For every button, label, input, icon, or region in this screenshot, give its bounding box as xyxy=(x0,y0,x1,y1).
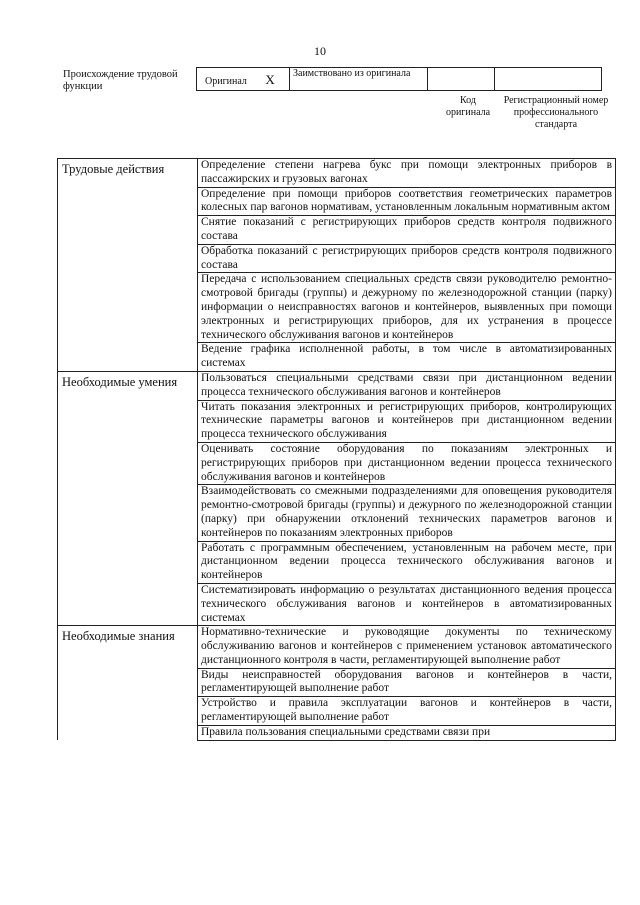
table-row xyxy=(58,343,616,372)
table-row xyxy=(58,725,616,740)
section-title-continuation xyxy=(58,400,198,442)
section-title: Необходимые умения xyxy=(58,371,198,400)
section-title-continuation xyxy=(58,725,198,740)
table-cell-item: Снятие показаний с регистрирующих приборов средств контроля подвижного состава xyxy=(198,216,616,245)
table-cell-item: Передача с использованием специальных средств связи руководителю ремонтно-смотровой бригады (группы) и дежурному по железнодорожной станции (парку) информации о неисправностях вагонов и контейнеров, выявленных при помощи электронных и регистрирующих приборов, для их устранения в процессе технического обслуживания вагонов и контейнеров xyxy=(198,273,616,343)
section-title-continuation xyxy=(58,485,198,541)
table-cell-item: Оценивать состояние оборудования по показаниям электронных и регистрирующих приборов при дистанционном ведении процесса технического обслуживания вагонов и контейнеров xyxy=(198,442,616,484)
borrowed-label: Заимствовано из оригинала xyxy=(293,68,411,79)
original-label: Оригинал xyxy=(205,75,247,87)
reg-number-cell xyxy=(495,68,602,91)
table-row xyxy=(58,371,616,400)
functions-table xyxy=(57,158,616,741)
page-number: 10 xyxy=(314,44,326,58)
table-cell-item: Работать с программным обеспечением, установленным на рабочем месте, при дистанционном ведении процесса технического обслуживания вагонов и контейнеров xyxy=(198,541,616,583)
table-row xyxy=(58,697,616,726)
section-title: Необходимые знания xyxy=(58,626,198,668)
reg-number-caption: Регистрационный номер профессионального стандарта xyxy=(503,95,609,130)
table-row xyxy=(58,244,616,273)
code-cell xyxy=(428,68,495,91)
table-row xyxy=(58,216,616,245)
table-row xyxy=(58,273,616,343)
section-title-continuation xyxy=(58,583,198,625)
section-title-continuation xyxy=(58,216,198,245)
table-row xyxy=(58,668,616,697)
table-row xyxy=(58,187,616,216)
table-row xyxy=(58,541,616,583)
table-row xyxy=(58,485,616,541)
table-cell-item: Читать показания электронных и регистрирующих приборов, контролирующих технические параметры вагонов и контейнеров при дистанционном ведении процесса технического обслуживания xyxy=(198,400,616,442)
table-row xyxy=(58,626,616,668)
section-title-continuation xyxy=(58,244,198,273)
table-row xyxy=(58,583,616,625)
borrowed-cell xyxy=(290,68,428,91)
table-cell-item: Взаимодействовать со смежными подразделениями для оповещения руководителя ремонтно-смотровой бригады (группы) и дежурного по железнодорожной станции (парку) при обнаружении отклонений технических параметров вагонов и контейнеров по показаниям электронных приборов xyxy=(198,485,616,541)
section-title-continuation xyxy=(58,541,198,583)
table-cell-item: Правила пользования специальными средствами связи при xyxy=(198,725,616,740)
table-cell-item: Определение степени нагрева букс при помощи электронных приборов в пассажирских и грузовых вагонах xyxy=(198,159,616,188)
table-cell-item: Ведение графика исполненной работы, в том числе в автоматизированных системах xyxy=(198,343,616,372)
original-mark: X xyxy=(265,71,275,87)
table-cell-item: Систематизировать информацию о результатах дистанционного ведения процесса технического обслуживания вагонов и контейнеров в автоматизированных системах xyxy=(198,583,616,625)
table-cell-item: Нормативно-технические и руководящие документы по техническому обслуживанию вагонов и контейнеров с применением установок автоматического дистанционного контроля в части, регламентирующей выполнение работ xyxy=(198,626,616,668)
section-title-continuation xyxy=(58,668,198,697)
section-title-continuation xyxy=(58,343,198,372)
table-cell-item: Обработка показаний с регистрирующих приборов средств контроля подвижного состава xyxy=(198,244,616,273)
table-cell-item: Устройство и правила эксплуатации вагонов и контейнеров в части, регламентирующей выполнение работ xyxy=(198,697,616,726)
original-cell xyxy=(197,68,290,91)
table-row xyxy=(58,442,616,484)
section-title: Трудовые действия xyxy=(58,159,198,188)
section-title-continuation xyxy=(58,187,198,216)
section-title-continuation xyxy=(58,697,198,726)
origin-label: Происхождение трудовой функции xyxy=(63,69,178,92)
table-row xyxy=(58,159,616,188)
table-row xyxy=(58,400,616,442)
section-title-continuation xyxy=(58,273,198,343)
code-caption: Код оригинала xyxy=(445,95,491,118)
origin-table xyxy=(196,67,602,91)
table-cell-item: Виды неисправностей оборудования вагонов и контейнеров в части, регламентирующей выполнение работ xyxy=(198,668,616,697)
table-cell-item: Пользоваться специальными средствами связи при дистанционном ведении процесса технического обслуживания вагонов и контейнеров xyxy=(198,371,616,400)
section-title-continuation xyxy=(58,442,198,484)
table-cell-item: Определение при помощи приборов соответствия геометрических параметров колесных пар вагонов нормативам, установленным локальным нормативным актом xyxy=(198,187,616,216)
